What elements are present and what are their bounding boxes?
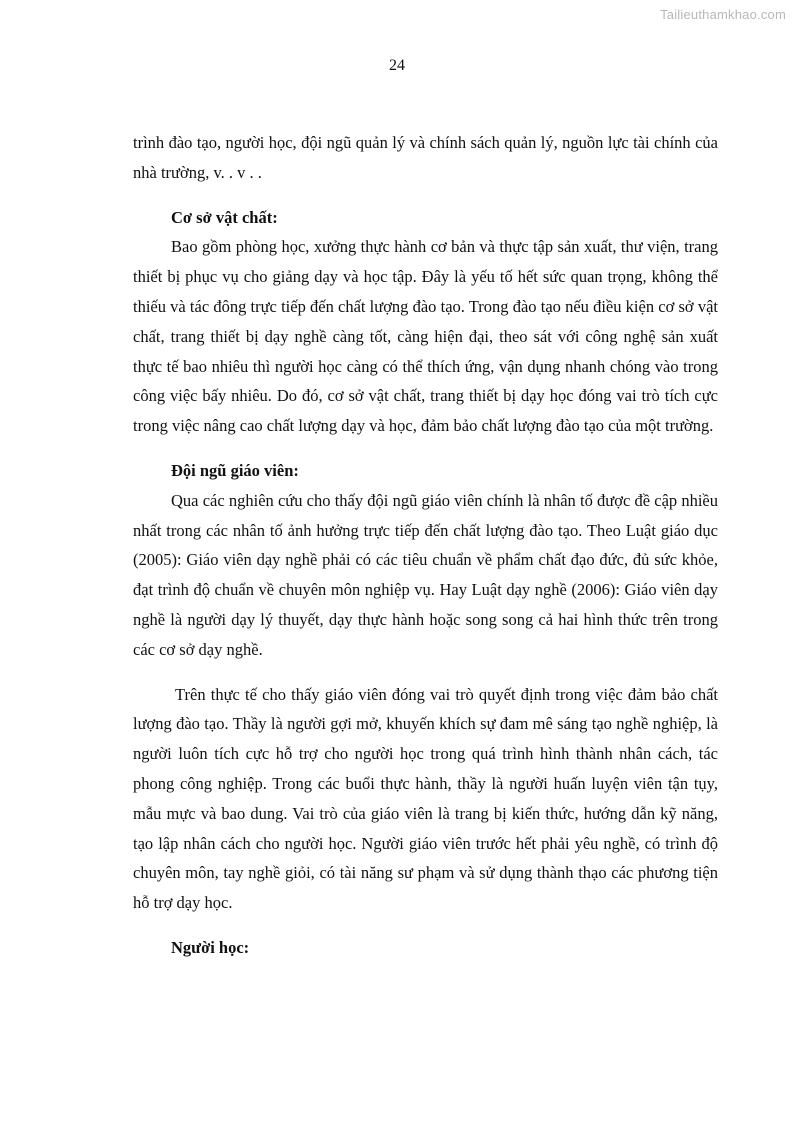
heading-learners: Người học:	[171, 937, 250, 957]
intro-paragraph: trình đào tạo, người học, đội ngũ quản lý và chính sách quản lý, nguồn lực tài chính của nhà trường, v. . v . .	[133, 133, 718, 182]
page-number: 24	[389, 57, 405, 74]
paragraph-teachers-2: Trên thực tế cho thấy giáo viên đóng vai trò quyết định trong việc đảm bảo chất lượng đào tạo. Thầy là người gợi mở, khuyến khích sự đam mê sáng tạo nghề nghiệp, là người luôn tích cực hỗ trợ cho người học trong quá trình hình thành nhân cách, tác phong công nghiệp. Trong các buổi thực hành, thầy là người huấn luyện viên tận tụy, mẫu mực và bao dung. Vai trò của giáo viên là trang bị kiến thức, hướng dẫn kỹ năng, tạo lập nhân cách cho người học. Người giáo viên trước hết phải yêu nghề, có trình độ chuyên môn, tay nghề giỏi, có tài năng sư phạm và sử dụng thành thạo các phương tiện hỗ trợ dạy học.	[133, 684, 718, 913]
watermark: Tailieuthamkhao.com	[660, 7, 786, 22]
paragraph-teachers-1: Qua các nghiên cứu cho thấy đội ngũ giáo viên chính là nhân tố được đề cập nhiều nhất trong các nhân tố ảnh hưởng trực tiếp đến chất lượng đào tạo. Theo Luật giáo dục (2005): Giáo viên dạy nghề phải có các tiêu chuẩn về phẩm chất đạo đức, đủ sức khỏe, đạt trình độ chuẩn về chuyên môn nghiệp vụ. Hay Luật dạy nghề (2006): Giáo viên dạy nghề là người dạy lý thuyết, dạy thực hành hoặc song song cả hai hình thức trên trong các cơ sở dạy nghề.	[133, 490, 718, 659]
document-body	[133, 128, 718, 963]
heading-facilities: Cơ sở vật chất:	[171, 207, 278, 227]
heading-teachers: Đội ngũ giáo viên:	[171, 460, 299, 480]
paragraph-facilities: Bao gồm phòng học, xưởng thực hành cơ bản và thực tập sản xuất, thư viện, trang thiết bị phục vụ cho giảng dạy và học tập. Đây là yếu tố hết sức quan trọng, không thể thiếu và tác đông trực tiếp đến chất lượng đào tạo. Trong đào tạo nếu điều kiện cơ sở vật chất, trang thiết bị dạy nghề càng tốt, càng hiện đại, theo sát với công nghệ sản xuất thực tế bao nhiêu thì người học càng có thể thích ứng, vận dụng nhanh chóng vào trong công việc bấy nhiêu. Do đó, cơ sở vật chất, trang thiết bị dạy học đóng vai trò tích cực trong việc nâng cao chất lượng dạy và học, đảm bảo chất lượng đào tạo của một trường.	[133, 237, 718, 436]
